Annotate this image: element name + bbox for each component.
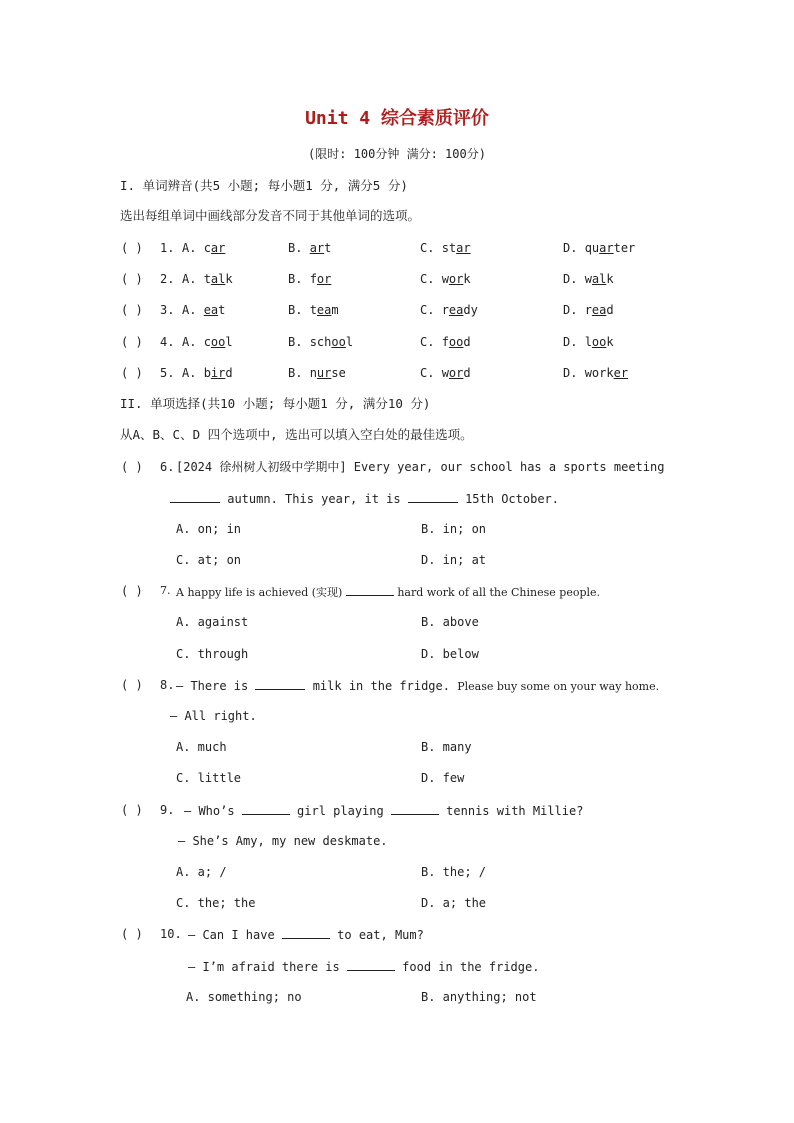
q7-option-a[interactable]: A. against [176,615,249,629]
q7-number: 7. [160,584,171,597]
word-part: r [441,303,449,317]
word-part: w [441,366,449,380]
word-part: sch [309,335,332,349]
option-letter: A. [182,241,197,255]
q6-text-a: autumn. This year, it is [220,492,408,506]
answer-blank[interactable] [282,926,330,939]
q1-number: 1. [160,241,175,255]
q10-text-a: — Can I have [188,928,282,942]
underlined-sound: ur [316,366,332,380]
answer-blank[interactable] [242,802,290,815]
word-part: f [441,335,449,349]
answer-blank[interactable] [391,802,439,815]
word-part: k [606,272,614,286]
q6-stem-line-2 [170,490,559,507]
q7-text-a: A happy life is achieved (实现) [176,586,346,599]
underlined-sound: ar [456,241,471,255]
word-part: d [606,303,614,317]
q4-option-a[interactable] [182,334,233,350]
q6-number: 6. [160,460,175,474]
underlined-sound: oo [448,335,464,349]
q10-stem-line-2 [188,958,539,975]
underlined-sound: or [448,272,464,286]
underlined-sound: oo [210,335,226,349]
option-letter: D. [563,272,578,286]
option-letter: B. [288,335,303,349]
q8-stem-line-2: — All right. [170,709,257,723]
word-part: l [225,335,233,349]
q1-option-b[interactable] [288,240,331,256]
word-part: r [584,303,592,317]
option-letter: C. [420,303,435,317]
q4-option-d[interactable] [563,334,614,350]
q7-text-b: hard work of all the Chinese people. [393,586,601,599]
word-part: qu [584,241,600,255]
underlined-sound: oo [331,335,346,349]
word-part: t [203,272,211,286]
q8-number: 8. [160,678,175,692]
word-part: ter [613,241,636,255]
page-subtitle: (限时: 100分钟 满分: 100分) [308,147,486,161]
underlined-sound: ea [591,303,607,317]
q10-stem-line-1 [188,926,424,943]
q9-text-b: girl playing [289,804,391,818]
q9-stem-line-2: — She’s Amy, my new deskmate. [178,834,388,848]
q9-stem-line-1 [184,802,583,819]
q5-option-b[interactable] [288,365,346,381]
option-letter: D. [563,241,578,255]
underlined-sound: al [210,272,226,286]
q10-paren[interactable]: ( ) [121,927,143,941]
word-part: t [309,303,317,317]
option-letter: D. [563,303,578,317]
underlined-sound: ar [309,241,325,255]
word-part: d [463,366,471,380]
word-part: w [584,272,592,286]
q3-number: 3. [160,303,175,317]
q8-text-a: — There is [176,679,256,693]
q5-paren[interactable]: ( ) [121,366,143,380]
q8-paren[interactable]: ( ) [121,678,143,692]
option-letter: A. [182,335,197,349]
word-part: l [345,335,354,349]
q6-stem-line-1: [2024 徐州树人初级中学期中] Every year, our school has a sports meeting [176,460,665,474]
option-letter: B. [288,303,303,317]
underlined-sound: al [591,272,607,286]
q5-number: 5. [160,366,175,380]
option-letter: A. [182,303,197,317]
word-part: t [218,303,226,317]
q6-text-b: 15th October. [457,492,559,506]
section-1-instruction: 选出每组单词中画线部分发音不同于其他单词的选项。 [120,208,421,223]
underlined-sound: ea [448,303,464,317]
q9-text-c: tennis with Millie? [438,804,584,818]
underlined-sound: ar [599,241,614,255]
q2-option-a[interactable] [182,271,233,287]
q9-number: 9. [160,803,175,817]
option-letter: C. [420,335,435,349]
q9-paren[interactable]: ( ) [121,803,143,817]
q4-option-b[interactable] [288,334,353,350]
word-part: c [203,335,211,349]
word-part: c [203,241,211,255]
section-2-heading: II. 单项选择(共10 小题; 每小题1 分, 满分10 分) [120,396,431,411]
q6-option-c[interactable]: C. at; on [176,553,242,567]
q4-paren[interactable]: ( ) [121,335,143,349]
word-part: m [331,303,339,317]
word-part: d [463,335,471,349]
word-part: dy [463,303,478,317]
q7-option-c[interactable]: C. through [176,647,249,661]
option-letter: A. [182,272,197,286]
option-letter: C. [420,241,435,255]
q7-option-d[interactable]: D. below [421,647,479,661]
word-part: k [225,272,233,286]
q10-text-d: food in the fridge. [394,960,540,974]
q6-paren[interactable]: ( ) [121,460,143,474]
page-title: Unit 4 综合素质评价 [305,108,489,129]
q8-option-d[interactable]: D. few [421,771,465,785]
option-letter: B. [288,366,303,380]
answer-blank[interactable] [347,958,395,971]
section-2-instruction: 从A、B、C、D 四个选项中, 选出可以填入空白处的最佳选项。 [120,427,473,442]
answer-blank[interactable] [255,677,305,690]
word-part: w [441,272,449,286]
word-part: work [584,366,614,380]
q6-option-b[interactable]: B. in; on [421,522,487,536]
underlined-sound: ar [210,241,226,255]
q1-option-a[interactable] [182,240,225,256]
q2-option-c[interactable] [420,271,471,287]
word-part: b [203,366,211,380]
underlined-sound: ir [210,366,226,380]
q2-option-b[interactable] [288,271,331,287]
q4-number: 4. [160,335,175,349]
q5-option-d[interactable] [563,365,628,381]
q5-option-c[interactable] [420,365,471,381]
q9-option-c[interactable]: C. the; the [176,896,256,910]
word-part: n [309,366,317,380]
q7-option-b[interactable]: B. above [421,615,479,629]
q3-option-b[interactable] [288,302,339,318]
option-letter: D. [563,366,578,380]
underlined-sound: or [448,366,464,380]
q9-option-b[interactable]: B. the; / [421,865,487,879]
word-part: l [584,335,592,349]
q1-paren[interactable]: ( ) [121,241,143,255]
q8-option-a[interactable]: A. much [176,740,227,754]
q4-option-c[interactable] [420,334,471,350]
underlined-sound: oo [591,335,607,349]
q9-text-a: — Who’s [184,804,242,818]
underlined-sound: or [316,272,332,286]
q8-option-c[interactable]: C. little [176,771,242,785]
answer-blank[interactable] [346,583,394,596]
word-part: k [606,335,614,349]
q9-option-a[interactable]: A. a; / [176,865,227,879]
q7-paren[interactable]: ( ) [121,584,143,598]
option-letter: C. [420,272,435,286]
q10-number: 10. [160,927,182,941]
q3-paren[interactable]: ( ) [121,303,143,317]
q8-text-c: Please buy some on your way home. [457,680,660,693]
q10-text-c: — I’m afraid there is [188,960,347,974]
option-letter: B. [288,241,303,255]
section-1-heading: I. 单词辨音(共5 小题; 每小题1 分, 满分5 分) [120,178,408,193]
q3-option-a[interactable] [182,302,225,318]
q2-number: 2. [160,272,175,286]
option-letter: A. [182,366,197,380]
q6-option-d[interactable]: D. in; at [421,553,487,567]
option-letter: C. [420,366,435,380]
underlined-sound: ea [316,303,332,317]
word-part: st [441,241,457,255]
word-part: f [309,272,317,286]
q3-option-d[interactable] [563,302,614,318]
option-letter: B. [288,272,303,286]
q8-option-b[interactable]: B. many [421,740,472,754]
q3-option-c[interactable] [420,302,478,318]
q2-paren[interactable]: ( ) [121,272,143,286]
answer-blank[interactable] [408,490,458,503]
q1-option-d[interactable] [563,240,635,256]
q1-option-c[interactable] [420,240,471,256]
q10-option-a[interactable]: A. something; no [186,990,302,1004]
underlined-sound: ea [203,303,219,317]
word-part: se [331,366,346,380]
q8-text-b: milk in the fridge. [305,679,458,693]
q10-option-b[interactable]: B. anything; not [421,990,537,1004]
q6-option-a[interactable]: A. on; in [176,522,242,536]
word-part: d [225,366,233,380]
underlined-sound: er [613,366,629,380]
q10-text-b: to eat, Mum? [329,928,424,942]
answer-blank[interactable] [170,490,220,503]
q2-option-d[interactable] [563,271,614,287]
q9-option-d[interactable]: D. a; the [421,896,487,910]
q5-option-a[interactable] [182,365,233,381]
q7-stem [176,583,600,601]
word-part: k [463,272,471,286]
option-letter: D. [563,335,578,349]
q8-stem-line-1 [176,677,659,695]
word-part: t [324,241,332,255]
